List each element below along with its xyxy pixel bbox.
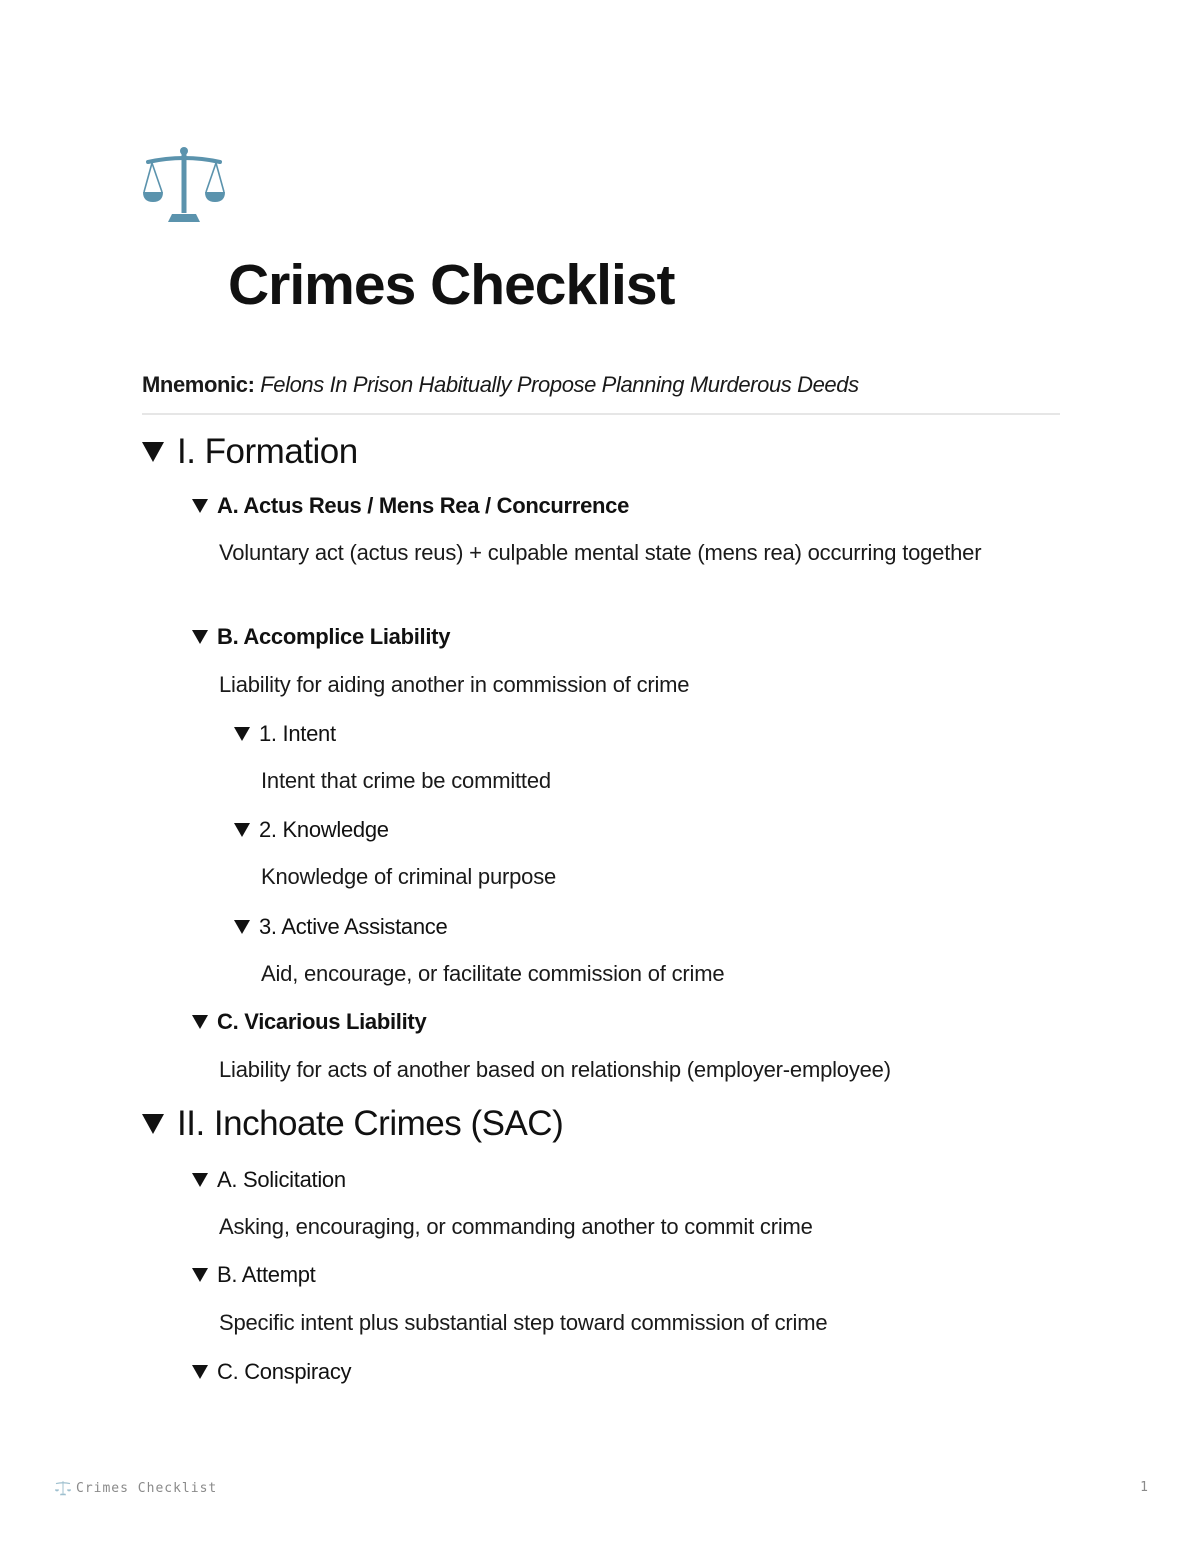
- item-heading: C. Vicarious Liability: [217, 1009, 427, 1034]
- item-description: Liability for aiding another in commission of crime: [219, 672, 690, 697]
- subitem-description: Aid, encourage, or facilitate commission of crime: [261, 961, 725, 986]
- section-heading: II. Inchoate Crimes (SAC): [177, 1104, 564, 1143]
- item-heading: C. Conspiracy: [217, 1359, 352, 1384]
- section-heading: I. Formation: [177, 432, 358, 471]
- mnemonic-text: Felons In Prison Habitually Propose Planning Murderous Deeds: [260, 372, 859, 397]
- collapse-triangle-icon[interactable]: [234, 727, 250, 741]
- item-heading: A. Actus Reus / Mens Rea / Concurrence: [217, 493, 630, 518]
- item-toggle-vicarious-liability[interactable]: [192, 1008, 426, 1036]
- subitem-heading: 2. Knowledge: [259, 817, 389, 842]
- subitem-toggle-active-assistance[interactable]: [234, 913, 447, 941]
- collapse-triangle-icon[interactable]: [142, 442, 164, 462]
- section-toggle-inchoate-crimes[interactable]: [142, 1104, 563, 1144]
- page-number: 1: [1140, 1480, 1148, 1495]
- item-toggle-conspiracy[interactable]: [192, 1358, 351, 1386]
- item-toggle-solicitation[interactable]: [192, 1166, 346, 1194]
- mnemonic-label: Mnemonic:: [142, 372, 255, 397]
- collapse-triangle-icon[interactable]: [192, 1268, 208, 1282]
- subitem-toggle-intent[interactable]: [234, 720, 336, 748]
- subitem-description: Intent that crime be committed: [261, 768, 551, 793]
- balance-scale-icon: [54, 1480, 72, 1496]
- item-heading: B. Accomplice Liability: [217, 624, 451, 649]
- collapse-triangle-icon[interactable]: [234, 823, 250, 837]
- item-heading: A. Solicitation: [217, 1167, 346, 1192]
- collapse-triangle-icon[interactable]: [234, 920, 250, 934]
- collapse-triangle-icon[interactable]: [142, 1114, 164, 1134]
- item-description: Liability for acts of another based on relationship (employer-employee): [219, 1057, 891, 1082]
- subitem-description: Knowledge of criminal purpose: [261, 864, 557, 889]
- page-title: Crimes Checklist: [228, 253, 675, 317]
- subitem-heading: 1. Intent: [259, 721, 336, 746]
- collapse-triangle-icon[interactable]: [192, 499, 208, 513]
- item-toggle-attempt[interactable]: [192, 1261, 316, 1289]
- collapse-triangle-icon[interactable]: [192, 1365, 208, 1379]
- subitem-toggle-knowledge[interactable]: [234, 816, 389, 844]
- collapse-triangle-icon[interactable]: [192, 1173, 208, 1187]
- footer-title: [54, 1480, 217, 1496]
- section-toggle-formation[interactable]: [142, 432, 358, 472]
- item-toggle-accomplice-liability[interactable]: [192, 623, 450, 651]
- subitem-heading: 3. Active Assistance: [259, 914, 448, 939]
- divider: [142, 413, 1060, 415]
- item-description: Specific intent plus substantial step toward commission of crime: [219, 1310, 828, 1335]
- collapse-triangle-icon[interactable]: [192, 630, 208, 644]
- collapse-triangle-icon[interactable]: [192, 1015, 208, 1029]
- item-description: Voluntary act (actus reus) + culpable mental state (mens rea) occurring together: [219, 540, 982, 565]
- mnemonic: [142, 372, 1060, 398]
- item-toggle-actus-reus[interactable]: [192, 492, 629, 520]
- item-heading: B. Attempt: [217, 1262, 316, 1287]
- footer-title-text: Crimes Checklist: [76, 1480, 218, 1496]
- balance-scale-icon: [142, 144, 226, 226]
- item-description: Asking, encouraging, or commanding another to commit crime: [219, 1214, 813, 1239]
